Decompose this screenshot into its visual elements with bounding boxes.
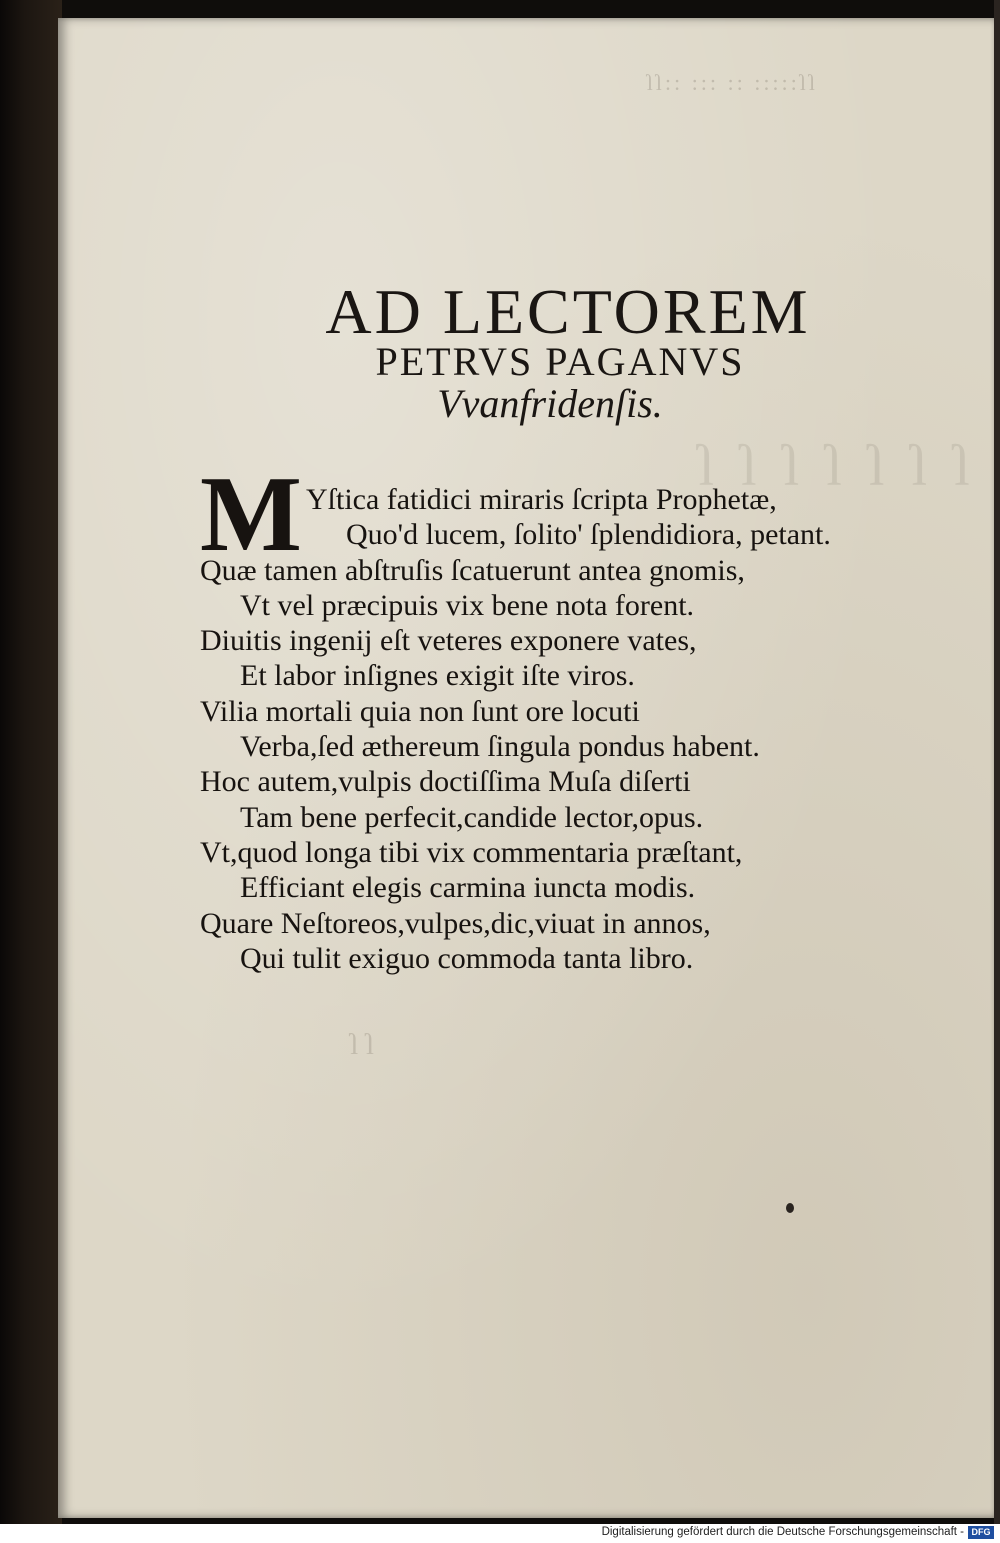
show-through-signature: ſ ſ	[350, 1028, 375, 1061]
poem-line: Vt vel præcipuis vix bene nota forent.	[240, 588, 695, 622]
poem-line: Quare Neſtoreos,vulpes,dic,viuat in annos,	[200, 906, 711, 940]
poem-line: Qui tulit exiguo commoda tanta libro.	[240, 941, 694, 975]
poem-line: Hoc autem,vulpis doctiſſima Muſa diſerti	[200, 765, 691, 799]
ink-speck	[786, 1203, 794, 1213]
poem-line: Vt,quod longa tibi vix commentaria præſtant,	[200, 835, 743, 869]
digitization-credit: Digitalisierung gefördert durch die Deutsche Forschungsgemeinschaft -	[601, 1526, 964, 1538]
right-edge	[994, 0, 1000, 1543]
poem-line: Vilia mortali quia non ſunt ore locuti	[200, 694, 640, 728]
show-through-heading: ſ ſ ſ ſ ſ ſ ſ	[692, 433, 970, 498]
poem-line: Et labor inſignes exigit iſte viros.	[240, 659, 635, 693]
poem-line: Efficiant elegis carmina iuncta modis.	[240, 871, 696, 905]
poem-line: Quæ tamen abſtruſis ſcatuerunt antea gnomis,	[200, 553, 745, 587]
title-author: PETRVS PAGANVS	[375, 339, 745, 384]
poem-line: Diuitis ingenij eſt veteres exponere vates,	[200, 624, 697, 658]
poem-line: Yſtica fatidici miraris ſcripta Prophetæ,	[306, 483, 777, 516]
poem-body	[200, 482, 920, 976]
poem-line: Verba,ſed æthereum ſingula pondus habent.	[240, 730, 760, 764]
drop-cap: M	[200, 455, 302, 574]
title-origin: Vvanfridenſis.	[437, 381, 663, 426]
poem-line: Quo'd lucem, ſolito' ſplendidiora, petant.	[346, 518, 831, 552]
dfg-logo: DFG	[968, 1526, 994, 1539]
poem-line: Tam bene perfecit,candide lector,opus.	[240, 800, 704, 834]
title-heading: AD LECTOREM	[325, 276, 811, 347]
show-through-header: ſſ::::: :: ::: ::ſſ	[643, 70, 815, 95]
book-spine-edge	[0, 0, 62, 1543]
